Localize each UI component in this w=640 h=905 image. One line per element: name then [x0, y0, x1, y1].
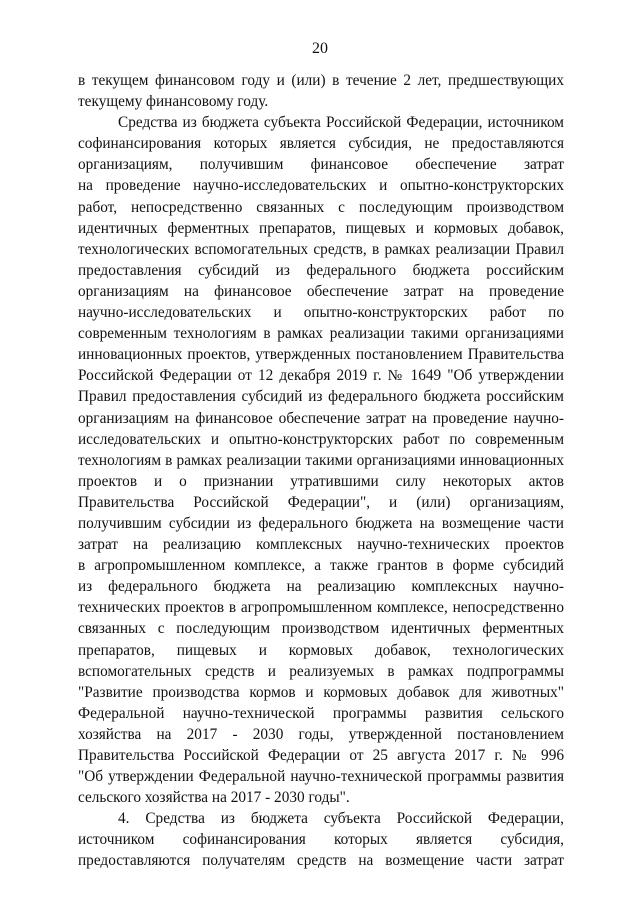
text-line: препаратов, пищевых и кормовых добавок, технологических: [78, 641, 564, 659]
text-line: сельского хозяйства на 2017 - 2030 годы".: [78, 789, 350, 807]
text-line: "Об утверждении Федеральной научно-технической программы развития: [78, 768, 564, 786]
text-line: источником софинансирования которых является субсидия,: [78, 831, 564, 849]
text-line: вспомогательных средств и реализуемых в рамках подпрограммы: [78, 662, 564, 680]
text-line: технологиям в рамках реализации такими организациями инновационных: [78, 451, 564, 469]
text-line: "Развитие производства кормов и кормовых добавок для животных": [78, 683, 564, 701]
text-line: технологических вспомогательных средств, в рамках реализации Правил: [78, 240, 564, 258]
text-line: Российской Федерации от 12 декабря 2019 г. № 1649 "Об утверждении: [78, 367, 564, 385]
text-line: 4. Средства из бюджета субъекта Российской Федерации,: [118, 810, 564, 828]
text-line: Средства из бюджета субъекта Российской Федерации, источником: [118, 114, 564, 132]
text-line: затрат на реализацию комплексных научно-технических проектов: [78, 536, 564, 554]
text-line: организациям, получившим финансовое обеспечение затрат: [78, 156, 564, 174]
text-line: на проведение научно-исследовательских и опытно-конструкторских: [78, 177, 564, 195]
text-line: предоставления субсидий из федерального бюджета российским: [78, 261, 564, 279]
text-line: Правительства Российской Федерации", и (или) организациям,: [78, 493, 564, 511]
text-line: в агропромышленном комплексе, а также грантов в форме субсидий: [78, 557, 564, 575]
text-line: хозяйства на 2017 - 2030 годы, утвержденной постановлением: [78, 725, 564, 743]
text-line: работ, непосредственно связанных с последующим производством: [78, 198, 564, 216]
text-line: идентичных ферментных препаратов, пищевых и кормовых добавок,: [78, 219, 564, 237]
text-line: инновационных проектов, утвержденных постановлением Правительства: [78, 346, 564, 364]
body-text: [78, 70, 564, 872]
text-line: в текущем финансовом году и (или) в течение 2 лет, предшествующих: [78, 72, 564, 89]
text-line: организациям на финансовое обеспечение затрат на проведение: [78, 282, 564, 300]
text-line: Правительства Российской Федерации от 25 августа 2017 г. № 996: [78, 747, 564, 764]
text-line: научно-исследовательских и опытно-конструкторских работ по: [78, 304, 564, 322]
text-line: исследовательских и опытно-конструкторских работ по современным: [78, 430, 564, 448]
page-number: 20: [312, 40, 328, 57]
text-line: Федеральной научно-технической программы развития сельского: [78, 704, 564, 722]
text-line: софинансирования которых является субсидия, не предоставляются: [78, 135, 564, 153]
text-line: получившим субсидии из федерального бюджета на возмещение части: [78, 514, 564, 532]
text-line: технических проектов в агропромышленном комплексе, непосредственно: [78, 599, 564, 617]
text-line: связанных с последующим производством идентичных ферментных: [78, 620, 564, 638]
text-line: организациям на финансовое обеспечение затрат на проведение научно-: [78, 409, 564, 427]
text-line: проектов и о признании утратившими силу некоторых актов: [78, 472, 564, 490]
text-line: текущему финансовому году.: [78, 93, 269, 111]
text-line: из федерального бюджета на реализацию комплексных научно-: [78, 578, 564, 596]
text-line: современным технологиям в рамках реализации такими организациями: [78, 325, 564, 343]
text-line: предоставляются получателям средств на возмещение части затрат: [78, 852, 564, 870]
text-line: Правил предоставления субсидий из федерального бюджета российским: [78, 388, 564, 406]
